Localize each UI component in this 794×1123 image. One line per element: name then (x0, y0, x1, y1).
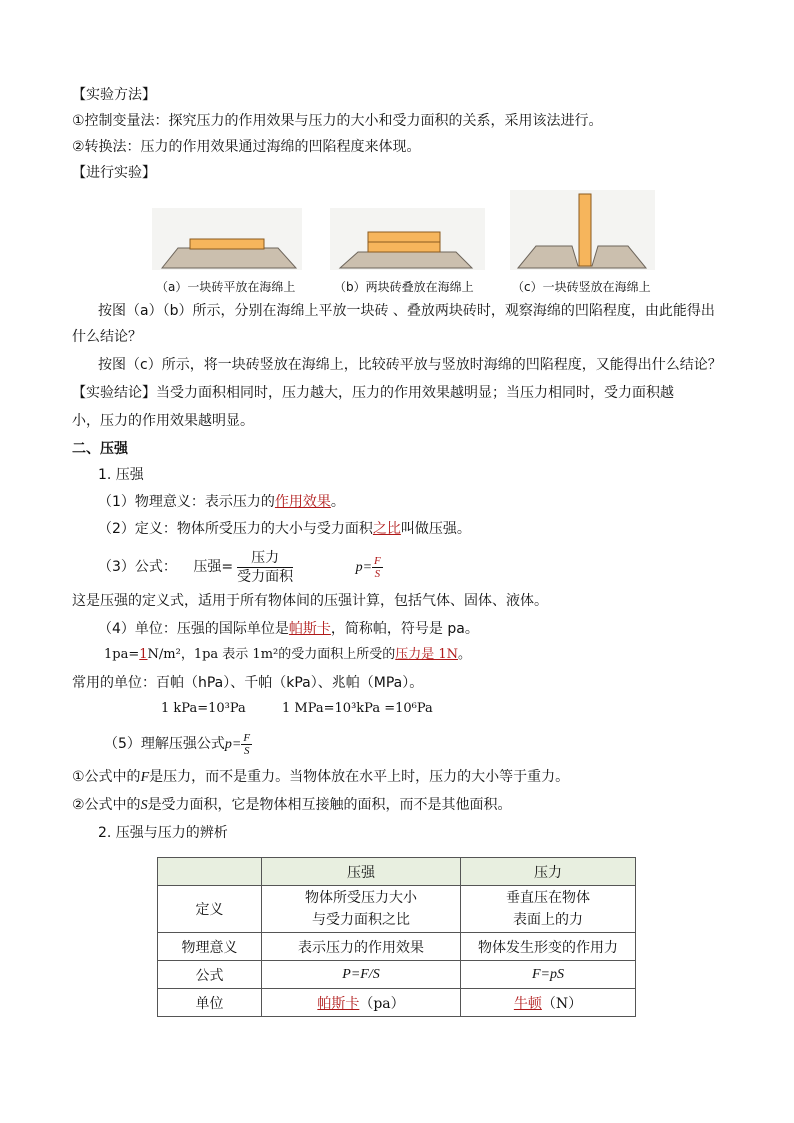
cell-force-unit (461, 989, 636, 1017)
p4-eq-middle: N/m²，1pa 表示 1m²的受力面积上所受的 (147, 647, 396, 662)
formula-denominator: 受力面积 (237, 568, 294, 585)
subheading-comparison: 2. 压强与压力的辨析 (98, 825, 228, 841)
brick-b-lower (368, 242, 440, 252)
sponge-b (340, 252, 472, 268)
experiment-heading: 【进行实验】 (72, 165, 156, 181)
table-row (158, 961, 636, 989)
row-label-unit: 单位 (158, 989, 262, 1017)
note-area (72, 796, 512, 815)
unit-conversion-2: 1 MPa=10³kPa =10⁶Pa (282, 701, 433, 716)
brick-c (579, 194, 591, 266)
caption-a: （a）一块砖平放在海绵上 (156, 280, 296, 294)
cell-force-formula: F=pS (461, 961, 636, 989)
pressure-unit-symbol: （pa） (359, 995, 405, 1012)
cell-text: 与受力面积之比 (312, 912, 410, 928)
p2-text: （2）定义：物体所受压力的大小与受力面积 (98, 521, 373, 537)
c1-end: 是压力，而不是重力。当物体放在水平上时，压力的大小等于重力。 (149, 769, 570, 785)
cell-text: 垂直压在物体 (506, 890, 590, 906)
p5-text: （5）理解压强公式 (104, 736, 225, 752)
formula-line (98, 548, 383, 587)
c2-end: 是受力面积，它是物体相互接触的面积，而不是其他面积。 (147, 797, 512, 813)
conclusion-a: 【实验结论】当受力面积相同时，压力越大，压力的作用效果越明显；当压力相同时，受力面积越 (72, 385, 674, 401)
question-2: 按图（c）所示，将一块砖竖放在海绵上，比较砖平放与竖放时海绵的凹陷程度，又能得出什么结论？ (98, 357, 722, 373)
p4-eq-answer-2: 压力是 1N (395, 647, 459, 662)
unit-definition (98, 620, 479, 638)
cell-pressure-unit (262, 989, 461, 1017)
question-1b: 什么结论？ (72, 329, 142, 345)
row-label-meaning: 物理意义 (158, 933, 262, 961)
formula-fraction (237, 549, 293, 586)
caption-b: （b）两块砖叠放在海绵上 (334, 280, 474, 294)
cell-force-definition (461, 886, 636, 933)
force-unit-symbol: （N） (541, 995, 583, 1012)
formula-lhs: 压强= (193, 559, 234, 575)
p1-text: （1）物理意义：表示压力的 (98, 494, 275, 510)
note-force (72, 768, 569, 787)
formula-numerator: 压力 (237, 549, 293, 568)
table-header-blank (158, 858, 262, 886)
row-label-formula: 公式 (158, 961, 262, 989)
c1-start: ①公式中的 (72, 769, 141, 785)
formula-symbol-p: p= (355, 560, 373, 575)
cell-text: 表面上的力 (513, 912, 583, 928)
experiment-illustration (150, 188, 655, 278)
subheading-pressure: 1. 压强 (98, 467, 144, 483)
formula-label: （3）公式： (98, 559, 177, 575)
conclusion-b: 小，压力的作用效果越明显。 (72, 413, 254, 429)
p4-eq-end: 。 (458, 647, 472, 662)
method-heading: 【实验方法】 (72, 87, 156, 103)
definition (98, 520, 471, 538)
c2-start: ②公式中的 (72, 797, 141, 813)
p5-fraction (241, 732, 252, 757)
table-header-force: 压力 (461, 858, 636, 886)
cell-pressure-definition (262, 886, 461, 933)
unit-equation (104, 646, 471, 664)
method-line-2: ②转换法：压力的作用效果通过海绵的凹陷程度来体现。 (72, 139, 421, 155)
understand-formula (104, 726, 252, 763)
formula-note: 这是压强的定义式，适用于所有物体间的压强计算，包括气体、固体、液体。 (72, 593, 548, 609)
section-heading-pressure: 二、压强 (72, 441, 128, 457)
force-unit-answer: 牛顿 (513, 995, 542, 1012)
p4-end: ，简称帕，符号是 pa。 (330, 621, 479, 637)
common-units: 常用的单位：百帕（hPa）、千帕（kPa）、兆帕（MPa）。 (72, 675, 424, 691)
unit-conversion-1: 1 kPa=10³Pa (161, 701, 246, 716)
comparison-table (157, 857, 636, 1017)
brick-sponge-figure (150, 188, 655, 296)
brick-b-upper (368, 232, 440, 242)
method-line-1: ①控制变量法：探究压力的作用效果与压力的大小和受力面积的关系，采用该法进行。 (72, 113, 603, 129)
row-label-definition: 定义 (158, 886, 262, 933)
pressure-unit-answer: 帕斯卡 (317, 995, 360, 1012)
p4-answer: 帕斯卡 (288, 621, 331, 637)
p5-symbol-F: F (243, 731, 251, 744)
table-header-pressure: 压强 (262, 858, 461, 886)
question-1a: 按图（a）（b）所示，分别在海绵上平放一块砖 、叠放两块砖时，观察海绵的凹陷程度，由此能得出 (98, 303, 715, 319)
brick-a (190, 239, 264, 249)
p2-answer: 之比 (372, 521, 401, 537)
caption-c: （c）一块砖竖放在海绵上 (512, 280, 651, 294)
p4-eq-answer-1: 1 (139, 647, 148, 662)
p4-text: （4）单位：压强的国际单位是 (98, 621, 289, 637)
p1-end: 。 (330, 494, 345, 510)
p1-answer: 作用效果 (274, 494, 331, 510)
cell-text: 物体所受压力大小 (305, 890, 417, 906)
p2-end: 叫做压强。 (400, 521, 471, 537)
p4-eq-start: 1pa= (104, 647, 140, 662)
cell-pressure-meaning: 表示压力的作用效果 (262, 933, 461, 961)
c2-symbol-S: S (140, 798, 148, 813)
formula-symbol-F: F (374, 554, 381, 567)
formula-symbol-S: S (374, 567, 381, 580)
table-header-row (158, 858, 636, 886)
formula-symbol-fraction (372, 555, 383, 580)
p5-symbol-p: p= (224, 737, 242, 752)
p5-symbol-S: S (243, 744, 250, 757)
cell-force-meaning: 物体发生形变的作用力 (461, 933, 636, 961)
sponge-a (162, 248, 296, 268)
c1-symbol-F: F (140, 770, 150, 785)
table-row (158, 933, 636, 961)
table-row (158, 886, 636, 933)
cell-pressure-formula: P=F/S (262, 961, 461, 989)
physical-meaning (98, 493, 345, 511)
table-row (158, 989, 636, 1017)
